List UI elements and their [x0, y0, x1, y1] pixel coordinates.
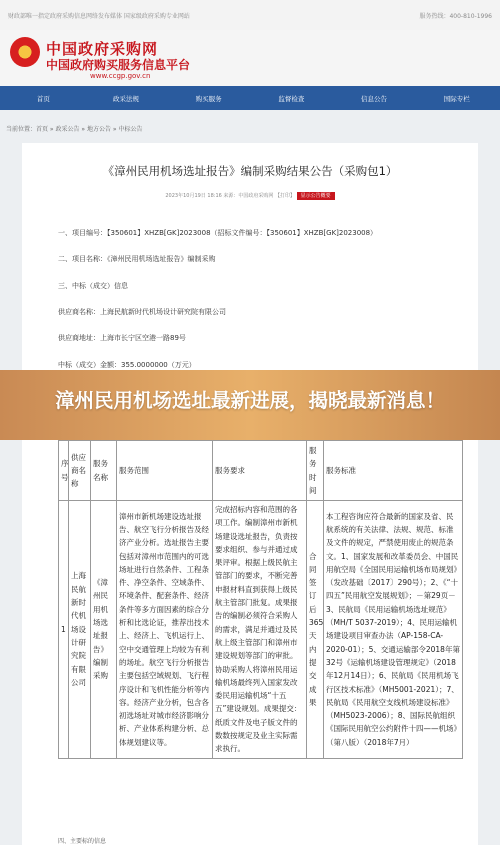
nav-item-supervision[interactable]: 监督检查: [278, 94, 305, 103]
headline-banner: [0, 370, 500, 440]
nav-item-regulations[interactable]: 政采法规: [113, 94, 139, 103]
header-cell: 服务要求: [213, 441, 307, 501]
doc-meta: [22, 192, 478, 199]
breadcrumb[interactable]: 当前位置：首页 » 政采公告 » 地方公告 » 中标公告: [6, 126, 143, 133]
header-cell: 供应商名称: [69, 441, 91, 501]
nav-item-international[interactable]: 国际专栏: [443, 94, 470, 103]
site-header: [0, 30, 500, 86]
summary-button[interactable]: 显示公告概要: [297, 192, 335, 200]
table-cell-service-name: 《漳州民用机场选址报告》编制采购: [91, 501, 117, 759]
header-cell: 服务范围: [117, 441, 213, 501]
site-logo-title[interactable]: 中国政府采购网: [46, 40, 159, 58]
table-cell-requirements: 完成招标内容和范围的各项工作。编制漳州市新机场建设选址报告，负责按要求组织、参与并通过成果评审。根据上级民航主管部门的要求，不断完善申报材料直到获得上级民航主管部门批复。成果报告的编制必须符合采购人的需求，满足并通过及民航上级主管部门和漳州市建设规划等部门的审批。协助采购人将漳州民用运输机场最终列入国家发改委民用运输机场“十五五”建设规划。成果提交：纸质文件及电子版文件的数数按规定及业主实际需求执行。: [213, 501, 307, 759]
page-title: 《漳州民用机场选址报告》编制采购结果公告（采购包1）: [102, 164, 398, 178]
national-emblem-icon: [10, 37, 40, 67]
award-heading: 三、中标（成交）信息: [58, 282, 128, 290]
award-amount: 中标（成交）金额：355.0000000（万元）: [58, 361, 196, 369]
table-cell-scope: 漳州市新机场建设选址报告、航空飞行分析报告及经济产业分析。选址报告主要包括对漳州市范围内的可选场址进行自然条件、工程条件、净空条件、空域条件、环境条件、配套条件、经济条件等多方面因素的综合分析和比选论证，推荐出技术上、经济上、飞机运行上、空中交通管理上均较为有利的场址。航空飞行分析报告主要包括空域规划、飞行程序设计和飞机性能分析等内容。经济产业分析，包含各初选场址对城市经济影响分析、产业体系构建分析、总体规划建议等。: [117, 501, 213, 759]
project-number: 一、项目编号：【350601】XHZB[GK]2023008（招标文件编号：【350601】XHZB[GK]2023008）: [58, 229, 378, 237]
headline-text: 漳州民用机场选址最新进展，揭晓最新消息！: [54, 389, 445, 412]
table-cell-standards: 本工程咨询应符合最新的国家及省、民航系统的有关法律、法规、规范、标准及文件的规定，严禁使用废止的规范条文。1、国家发展和改革委员会、中国民用航空局《全国民用运输机场布局规划》（发改基础〔2017〕290号）；2、《“十四五”民用航空发展规划》；－第29页－3、民航局《民用运输机场选址规范》（MH/T 5037-2019）；4、民用运输机场建设项目审查办法（AP-158-CA-2020-01）；5、交通运输部令2018年第32号《运输机场建设管理规定》（2018年12月14日）；6、民航局《民用机场飞行区技术标准》（MH5001-2021）；7、民航局《民用航空支线机场建设标准》（MH5023-2006）；8、国际民航组织《国际民用航空公约附件十四——机场》（第八版）（2018年7月）: [324, 501, 463, 759]
project-name: 二、项目名称：《漳州民用机场选址报告》编制采购: [58, 255, 216, 263]
header-cell: 序号: [59, 441, 69, 501]
nav-item-home[interactable]: 首页: [36, 94, 50, 103]
table-row: [59, 501, 463, 759]
section-heading-bottom: 四、主要标的信息: [58, 838, 107, 845]
main-nav: [0, 86, 500, 110]
nav-item-announcements[interactable]: 信息公告: [361, 94, 388, 103]
header-cell: 服务时间: [307, 441, 324, 501]
table-cell-index: 1: [59, 501, 69, 759]
table-header-row: [59, 441, 463, 501]
publish-info: 2023年10月19日 18:16 来源：中国政府采购网 【打印】: [165, 193, 296, 199]
hotline: 服务热线：400-810-1996: [419, 13, 492, 20]
site-url: www.ccgp.gov.cn: [90, 72, 151, 80]
nav-item-services[interactable]: 购买服务: [195, 94, 222, 103]
site-logo-subtitle: 中国政府购买服务信息平台: [46, 58, 191, 72]
header-cell: 服务名称: [91, 441, 117, 501]
supplier-name: 供应商名称：上海民航新时代机场设计研究院有限公司: [58, 308, 226, 316]
top-info-bar: [0, 0, 500, 30]
top-info-left: 财政部唯一指定政府采购信息网络发布媒体 国家级政府采购专业网站: [8, 13, 190, 20]
table-cell-supplier: 上海民航新时代机场设计研究院有限公司: [69, 501, 91, 759]
service-table: [58, 440, 463, 759]
header-cell: 服务标准: [324, 441, 463, 501]
table-cell-time: 合同签订后365天内提交成果: [307, 501, 324, 759]
supplier-address: 供应商地址：上海市长宁区空港一路89号: [58, 334, 186, 342]
